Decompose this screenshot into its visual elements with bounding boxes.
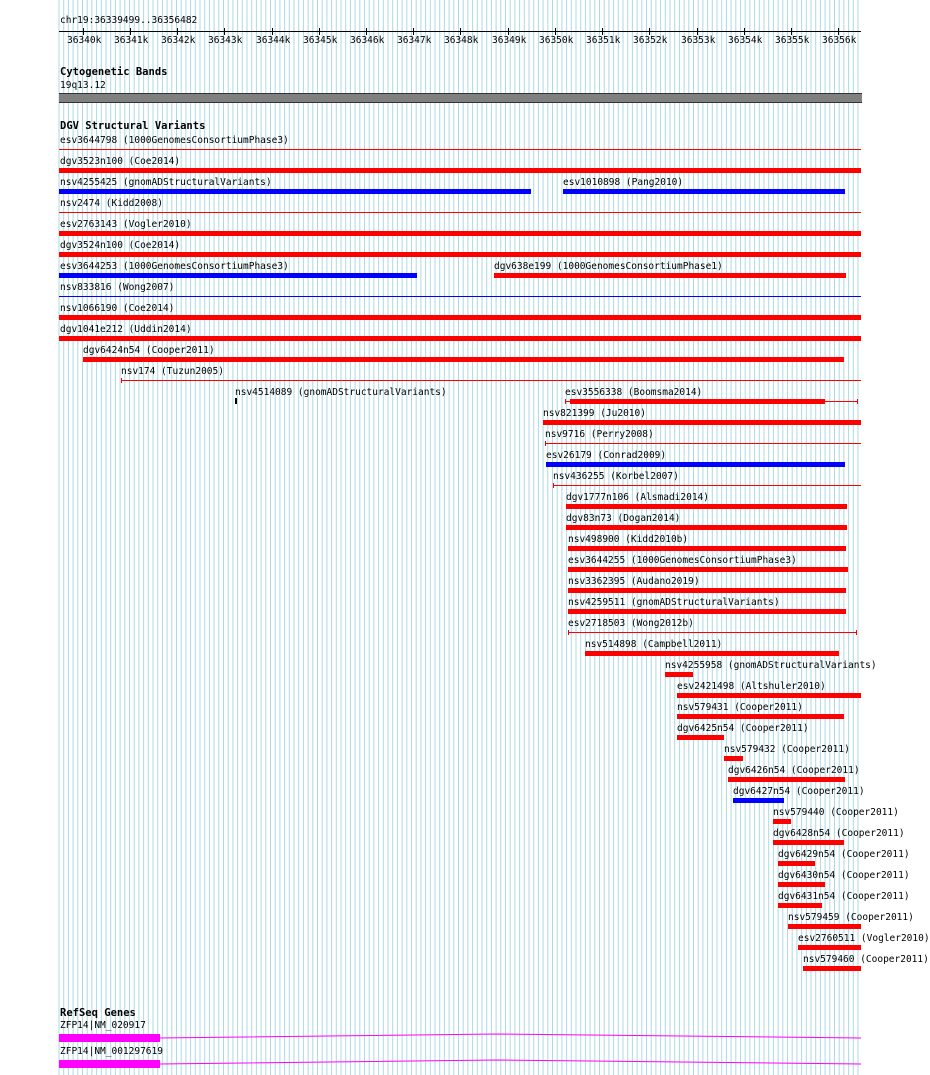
dgv-feature-line[interactable]: [59, 149, 861, 150]
dgv-feature-label: esv2760511 (Vogler2010): [798, 933, 930, 944]
dgv-feature-bar[interactable]: [778, 861, 815, 866]
dgv-feature-label: dgv83n73 (Dogan2014): [566, 513, 681, 524]
dgv-feature-label: dgv6427n54 (Cooper2011): [733, 786, 865, 797]
ruler-tick: [130, 28, 131, 35]
dgv-feature-bar[interactable]: [803, 966, 861, 971]
dgv-feature-bar[interactable]: [566, 504, 847, 509]
dgv-feature-label: nsv579431 (Cooper2011): [677, 702, 803, 713]
dgv-feature-label: dgv638e199 (1000GenomesConsortiumPhase1): [494, 261, 723, 272]
dgv-feature-cap[interactable]: [565, 399, 566, 404]
dgv-feature-line[interactable]: [59, 296, 861, 297]
dgv-feature-bar[interactable]: [568, 588, 846, 593]
ruler-tick: [697, 28, 698, 35]
dgv-feature-label: nsv514898 (Campbell2011): [585, 639, 723, 650]
dgv-feature-label: dgv3524n100 (Coe2014): [60, 240, 181, 251]
dgv-feature-bar[interactable]: [543, 420, 861, 425]
ruler-tick: [413, 28, 414, 35]
dgv-feature-bar[interactable]: [677, 735, 724, 740]
dgv-feature-label: esv1010898 (Pang2010): [563, 177, 684, 188]
dgv-feature-label: nsv579440 (Cooper2011): [773, 807, 899, 818]
dgv-feature-label: dgv6424n54 (Cooper2011): [83, 345, 215, 356]
refseq-intron[interactable]: [0, 1028, 890, 1044]
cytoband-label: 19q13.12: [60, 80, 106, 91]
ruler-tick-label: 36344k: [256, 35, 291, 46]
dgv-feature-label: nsv4255425 (gnomADStructuralVariants): [60, 177, 272, 188]
ruler-tick: [366, 28, 367, 35]
dgv-feature-label: dgv6428n54 (Cooper2011): [773, 828, 905, 839]
dgv-feature-label: nsv2474 (Kidd2008): [60, 198, 163, 209]
dgv-feature-bar[interactable]: [778, 903, 822, 908]
dgv-feature-label: esv2763143 (Vogler2010): [60, 219, 192, 230]
ruler-tick: [791, 28, 792, 35]
ruler-tick-label: 36343k: [208, 35, 243, 46]
dgv-feature-cap[interactable]: [121, 378, 122, 383]
dgv-feature-cap[interactable]: [568, 630, 569, 635]
dgv-feature-label: nsv9716 (Perry2008): [545, 429, 654, 440]
cytoband-bar[interactable]: [59, 93, 862, 103]
dgv-feature-label: nsv436255 (Korbel2007): [553, 471, 679, 482]
dgv-feature-label: dgv6426n54 (Cooper2011): [728, 765, 860, 776]
dgv-feature-label: nsv4255958 (gnomADStructuralVariants): [665, 660, 877, 671]
ruler-tick: [508, 28, 509, 35]
dgv-feature-label: nsv833816 (Wong2007): [60, 282, 175, 293]
dgv-feature-bar[interactable]: [563, 189, 845, 194]
dgv-feature-bar[interactable]: [568, 546, 846, 551]
dgv-feature-label: nsv1066190 (Coe2014): [60, 303, 175, 314]
ruler-tick: [272, 28, 273, 35]
ruler-tick-label: 36348k: [444, 35, 479, 46]
dgv-feature-bar[interactable]: [566, 525, 847, 530]
ruler-tick-label: 36351k: [586, 35, 621, 46]
refseq-gene-label: ZFP14|NM_001297619: [60, 1046, 163, 1057]
dgv-feature-bar[interactable]: [568, 609, 846, 614]
refseq-intron[interactable]: [0, 1054, 890, 1070]
dgv-feature-cap[interactable]: [553, 483, 554, 488]
dgv-feature-label: dgv6430n54 (Cooper2011): [778, 870, 910, 881]
ruler-tick-label: 36346k: [350, 35, 385, 46]
ruler-tick: [602, 28, 603, 35]
dgv-feature-label: dgv6425n54 (Cooper2011): [677, 723, 809, 734]
ruler-tick-label: 36353k: [681, 35, 716, 46]
cytoband-track-title[interactable]: Cytogenetic Bands: [60, 66, 168, 78]
dgv-feature-label: nsv498900 (Kidd2010b): [568, 534, 689, 545]
ruler-tick-label: 36355k: [775, 35, 810, 46]
dgv-feature-bar[interactable]: [59, 231, 861, 236]
dgv-feature-cap[interactable]: [545, 441, 546, 446]
dgv-feature-bar[interactable]: [665, 672, 693, 677]
dgv-feature-label: dgv3523n100 (Coe2014): [60, 156, 181, 167]
dgv-feature-label: nsv174 (Tuzun2005): [121, 366, 224, 377]
ruler-tick-label: 36356k: [822, 35, 857, 46]
refseq-gene-label: ZFP14|NM_020917: [60, 1020, 146, 1031]
ruler-tick-label: 36350k: [539, 35, 574, 46]
ruler-tick-label: 36347k: [397, 35, 432, 46]
dgv-feature-label: esv3644255 (1000GenomesConsortiumPhase3): [568, 555, 797, 566]
ruler-tick: [460, 28, 461, 35]
location-label: chr19:36339499..36356482: [60, 15, 198, 26]
dgv-feature-bar[interactable]: [494, 273, 846, 278]
ruler-tick-label: 36342k: [161, 35, 196, 46]
dgv-feature-label: nsv4259511 (gnomADStructuralVariants): [568, 597, 780, 608]
dgv-feature-bar[interactable]: [59, 273, 417, 278]
dgv-feature-bar[interactable]: [59, 315, 861, 320]
ruler-tick: [838, 28, 839, 35]
ruler-tick: [177, 28, 178, 35]
dgv-feature-label: esv3556338 (Boomsma2014): [565, 387, 703, 398]
dgv-feature-label: esv26179 (Conrad2009): [546, 450, 667, 461]
dgv-feature-label: esv3644798 (1000GenomesConsortiumPhase3): [60, 135, 289, 146]
dgv-feature-bar[interactable]: [733, 798, 784, 803]
ruler-tick-label: 36345k: [303, 35, 338, 46]
dgv-feature-label: nsv579460 (Cooper2011): [803, 954, 929, 965]
dgv-feature-bar[interactable]: [677, 714, 844, 719]
dgv-feature-label: dgv6429n54 (Cooper2011): [778, 849, 910, 860]
dgv-feature-line[interactable]: [59, 212, 861, 213]
dgv-feature-line[interactable]: [545, 443, 861, 444]
dgv-feature-bar[interactable]: [585, 651, 839, 656]
ruler-tick: [649, 28, 650, 35]
dgv-feature-label: nsv579432 (Cooper2011): [724, 744, 850, 755]
dgv-feature-cap[interactable]: [856, 630, 857, 635]
dgv-feature-bar[interactable]: [798, 945, 861, 950]
ruler-tick: [555, 28, 556, 35]
dgv-track-title[interactable]: DGV Structural Variants: [60, 120, 206, 132]
dgv-feature-label: esv3644253 (1000GenomesConsortiumPhase3): [60, 261, 289, 272]
dgv-feature-bar[interactable]: [728, 777, 845, 782]
dgv-feature-label: esv2718503 (Wong2012b): [568, 618, 694, 629]
ruler-tick: [224, 28, 225, 35]
dgv-feature-bar[interactable]: [773, 819, 791, 824]
dgv-feature-mark[interactable]: [235, 398, 237, 404]
ruler-tick-label: 36354k: [728, 35, 763, 46]
dgv-feature-bar[interactable]: [59, 189, 531, 194]
ruler-tick-label: 36352k: [633, 35, 668, 46]
ruler-tick: [744, 28, 745, 35]
dgv-feature-bar[interactable]: [59, 168, 861, 173]
dgv-feature-label: dgv1777n106 (Alsmadi2014): [566, 492, 709, 503]
dgv-feature-bar[interactable]: [788, 924, 861, 929]
dgv-feature-bar[interactable]: [570, 399, 825, 404]
dgv-feature-label: nsv3362395 (Audano2019): [568, 576, 700, 587]
dgv-feature-label: dgv6431n54 (Cooper2011): [778, 891, 910, 902]
dgv-feature-bar[interactable]: [568, 567, 848, 572]
dgv-feature-bar[interactable]: [773, 840, 844, 845]
dgv-feature-line[interactable]: [568, 632, 856, 633]
dgv-feature-cap[interactable]: [857, 399, 858, 404]
dgv-feature-bar[interactable]: [83, 357, 844, 362]
ruler-tick-label: 36349k: [492, 35, 527, 46]
refseq-track-title[interactable]: RefSeq Genes: [60, 1007, 136, 1019]
dgv-feature-bar[interactable]: [59, 336, 861, 341]
dgv-feature-bar[interactable]: [59, 252, 861, 257]
dgv-feature-line[interactable]: [121, 380, 861, 381]
dgv-feature-label: dgv1041e212 (Uddin2014): [60, 324, 192, 335]
dgv-feature-label: nsv821399 (Ju2010): [543, 408, 646, 419]
dgv-feature-line[interactable]: [553, 485, 861, 486]
dgv-feature-bar[interactable]: [546, 462, 845, 467]
ruler-tick-label: 36340k: [67, 35, 102, 46]
ruler-tick-label: 36341k: [114, 35, 149, 46]
dgv-feature-bar[interactable]: [724, 756, 743, 761]
dgv-feature-label: nsv579459 (Cooper2011): [788, 912, 914, 923]
dgv-feature-bar[interactable]: [677, 693, 861, 698]
dgv-feature-label: esv2421498 (Altshuler2010): [677, 681, 826, 692]
dgv-feature-bar[interactable]: [778, 882, 825, 887]
ruler-tick: [83, 28, 84, 35]
dgv-feature-label: nsv4514089 (gnomADStructuralVariants): [235, 387, 447, 398]
ruler-tick: [319, 28, 320, 35]
